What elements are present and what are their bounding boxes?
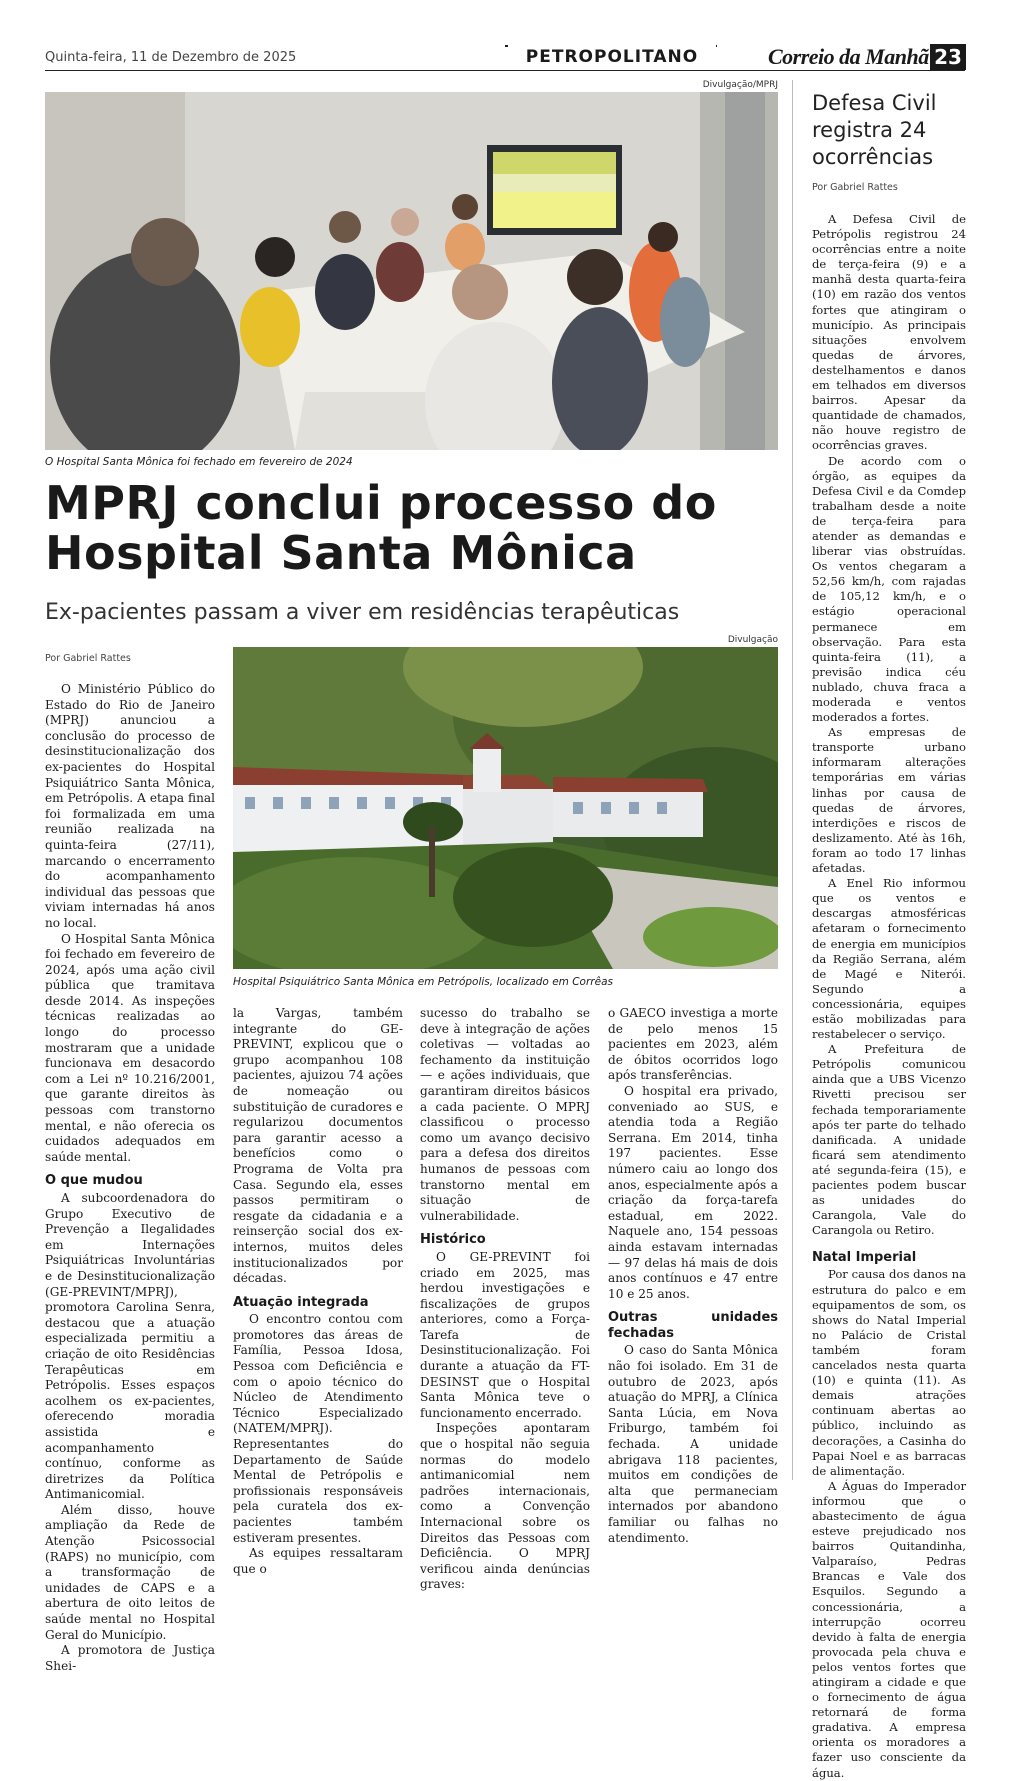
top-photo-credit: Divulgação/MPRJ	[702, 80, 778, 90]
header-rule	[45, 70, 965, 71]
subheadline: Ex-pacientes passam a viver em residências terapêuticas	[45, 600, 680, 625]
paragraph: A promotora de Justiça Shei-	[45, 1643, 215, 1673]
hospital-photo	[233, 647, 778, 969]
sidebar-title: Defesa Civil registra 24 ocorrências	[812, 91, 937, 169]
headline: MPRJ conclui processo do Hospital Santa Mônica	[45, 476, 717, 580]
subheading: Outras unidades fechadas	[608, 1310, 778, 1341]
subheading: Natal Imperial	[812, 1250, 917, 1266]
paragraph: A subcoordenadora do Grupo Executivo de Prevenção a Ilegalidades em Internações Psiquiátricas Involuntárias e de Desinstitucionalização (GE-PREVINT/MPRJ), promotora Carolina Senra, destacou que a atuação especializada permitiu a criação de oito Residências Terapêuticas em Petrópolis. Esses espaços acolhem os ex-pacientes, oferecendo moradia assistida e acompanhamento contínuo, conforme as diretrizes da Política Antimanicomial.	[45, 1191, 215, 1502]
paragraph: A Prefeitura de Petrópolis comunicou ainda que a UBS Vicenzo Rivetti precisou ser fechada temporariamente após ter parte do telhado danificada. A unidade ficará sem atendimento até segunda-feira (15), e pacientes podem buscar as unidades do Carangola, Vale do Carangola ou Retiro.	[812, 1042, 966, 1238]
paragraph: la Vargas, também integrante do GE-PREVINT, explicou que o grupo acompanhou 108 pacientes, ajuizou 74 ações de nomeação ou substituição de curadores e regularizou documentos para garantir acesso a benefícios como o Programa de Volta pra Casa. Segundo ela, esses passos permitiram o resgate da cidadania e a reinserção social dos ex-internos, muitos deles institucionalizados por décadas.	[233, 1006, 403, 1286]
subheading: O que mudou	[45, 1173, 143, 1189]
paragraph: De acordo com o órgão, as equipes da Defesa Civil e da Comdep trabalham desde a noite de terça-feira para atender as demandas e liberar vias obstruídas. Os ventos chegaram a 52,56 km/h, com rajadas de 105,12 km/h, e o estágio operacional permanece em observação. Para esta quinta-feira (11), a previsão indica céu nublado, chuva fraca a moderada e ventos moderados a fortes.	[812, 453, 966, 725]
paragraph: As equipes ressaltaram que o	[233, 1546, 403, 1576]
newspaper-logo: Correio da Manhã	[768, 44, 929, 69]
paragraph: O hospital era privado, conveniado ao SUS, e atendia toda a Região Serrana. Em 2014, tinha 197 pacientes. Esse número caiu ao longo dos anos, especialmente após a criação da força-tarefa estadual, em 2022. Naquele ano, 154 pessoas ainda estavam internadas — 97 delas há mais de dois anos contínuos e 47 entre 10 e 25 anos.	[608, 1083, 778, 1301]
paragraph: A Águas do Imperador informou que o abastecimento de água esteve prejudicado nos bairros Quitandinha, Valparaíso, Pedras Brancas e Vale dos Esquilos. Segundo a concessionária, a interrupção ocorreu devido à falta de energia provocada pela chuva e pelos ventos fortes que atingiram a cidade e que o fornecimento de água retornará de forma gradativa. A empresa orienta os moradores a fazer uso consciente da água.	[812, 1478, 966, 1780]
paragraph: O Hospital Santa Mônica foi fechado em fevereiro de 2024, após uma ação civil pública que tramitava desde 2014. As inspeções técnicas realizadas ao longo do processo mostraram que a unidade funcionava em desacordo com a Lei nº 10.216/2001, que garante direitos às pessoas com transtorno mental, e não oferecia os cuidados adequados em saúde mental.	[45, 931, 215, 1164]
section-name: PETROPOLITANO	[508, 45, 716, 69]
subheading: Atuação integrada	[233, 1294, 369, 1310]
paragraph: O GE-PREVINT foi criado em 2025, mas herdou investigações e fiscalizações de grupos anteriores, como a Força-Tarefa de Desinstitucionalização. Foi durante a atuação da FT-DESINST que o Hospital Santa Mônica teve o funcionamento encerrado.	[420, 1249, 590, 1420]
page-number: 23	[930, 44, 966, 70]
paragraph: O Ministério Público do Estado do Rio de Janeiro (MPRJ) anunciou a conclusão do processo de desinstitucionalização dos ex-pacientes do Hospital Psiquiátrico Santa Mônica, em Petrópolis. A etapa final foi formalizada em uma reunião realizada na quinta-feira (27/11), marcando o encerramento do acompanhamento individual das pessoas que viviam internadas há anos no local.	[45, 682, 215, 930]
mid-photo-caption: Hospital Psiquiátrico Santa Mônica em Petrópolis, localizado em Corrêas	[233, 976, 613, 988]
paragraph: Inspeções apontaram que o hospital não seguia normas do modelo antimanicomial nem padrões internacionais, como a Convenção Internacional sobre os Direitos das Pessoas com Deficiência. O MPRJ verificou ainda denúncias graves:	[420, 1421, 590, 1592]
paragraph: O caso do Santa Mônica não foi isolado. Em 31 de outubro de 2023, após atuação do MPRJ, a Clínica Santa Lúcia, em Nova Friburgo, também foi fechada. A unidade abrigava 118 pacientes, muitos em condições de alta que permaneciam internados por abandono familiar ou falhas no atendimento.	[608, 1343, 778, 1545]
paragraph: As empresas de transporte urbano informaram alterações temporárias em várias linhas por causa de quedas de árvores, interdições e riscos de deslizamento. Até às 16h, foram ao todo 17 linhas afetadas.	[812, 725, 966, 876]
column-divider	[792, 80, 793, 1480]
paragraph: A Defesa Civil de Petrópolis registrou 24 ocorrências entre a noite de terça-feira (9) e a manhã desta quarta-feira (10) em razão dos ventos fortes que atingiram o município. As principais situações envolvem quedas de árvores, destelhamentos e danos em telhados em diversos bairros. Apesar da quantidade de chamados, não houve registro de ocorrências graves.	[812, 212, 966, 453]
article-column-3	[420, 1006, 590, 1593]
article-column-4	[608, 1006, 778, 1546]
issue-date: Quinta-feira, 11 de Dezembro de 2025	[45, 50, 297, 65]
mid-photo-credit: Divulgação	[727, 635, 778, 645]
article-column-2	[233, 1006, 403, 1577]
paragraph: sucesso do trabalho se deve à integração de ações coletivas — voltadas ao fechamento da instituição — e ações individuais, que garantiram direitos básicos a cada paciente. O MPRJ classificou o processo como um avanço decisivo para a defesa dos direitos humanos de pessoas com transtorno mental em situação de vulnerabilidade.	[420, 1006, 590, 1223]
paragraph: A Enel Rio informou que os ventos e descargas atmosféricas afetaram o fornecimento de energia em municípios da Região Serrana, além de Magé e Niterói. Segundo a concessionária, equipes estão mobilizadas para restabelecer o serviço.	[812, 876, 966, 1042]
article-column-1	[45, 682, 215, 1674]
sidebar-byline: Por Gabriel Rattes	[812, 182, 898, 193]
paragraph: Além disso, houve ampliação da Rede de Atenção Psicossocial (RAPS) no município, com a transformação de unidades de CAPS e a abertura de oito leitos de saúde mental no Hospital Geral do Município.	[45, 1502, 215, 1642]
paragraph: Por causa dos danos na estrutura do palco e em equipamentos de som, os shows do Natal Imperial no Palácio de Cristal também foram cancelados nesta quarta (10) e quinta (11). As demais atrações continuam abertas ao público, incluindo as decorações, a Casinha do Papai Noel e as barracas de alimentação.	[812, 1267, 966, 1478]
sidebar-article	[812, 212, 966, 1781]
paragraph: o GAECO investiga a morte de pelo menos 15 pacientes em 2023, além de óbitos ocorridos logo após transferências.	[608, 1006, 778, 1083]
meeting-photo	[45, 92, 778, 450]
subheading: Histórico	[420, 1232, 486, 1248]
paragraph: O encontro contou com promotores das áreas de Família, Pessoa Idosa, Pessoa com Deficiência e com o apoio técnico do Núcleo de Atendimento Técnico Especializado (NATEM/MPRJ). Representantes do Departamento de Saúde Mental de Petrópolis e profissionais responsáveis pela curatela dos ex-pacientes também estiveram presentes.	[233, 1312, 403, 1545]
byline: Por Gabriel Rattes	[45, 653, 131, 664]
top-photo-caption: O Hospital Santa Mônica foi fechado em fevereiro de 2024	[45, 456, 353, 468]
